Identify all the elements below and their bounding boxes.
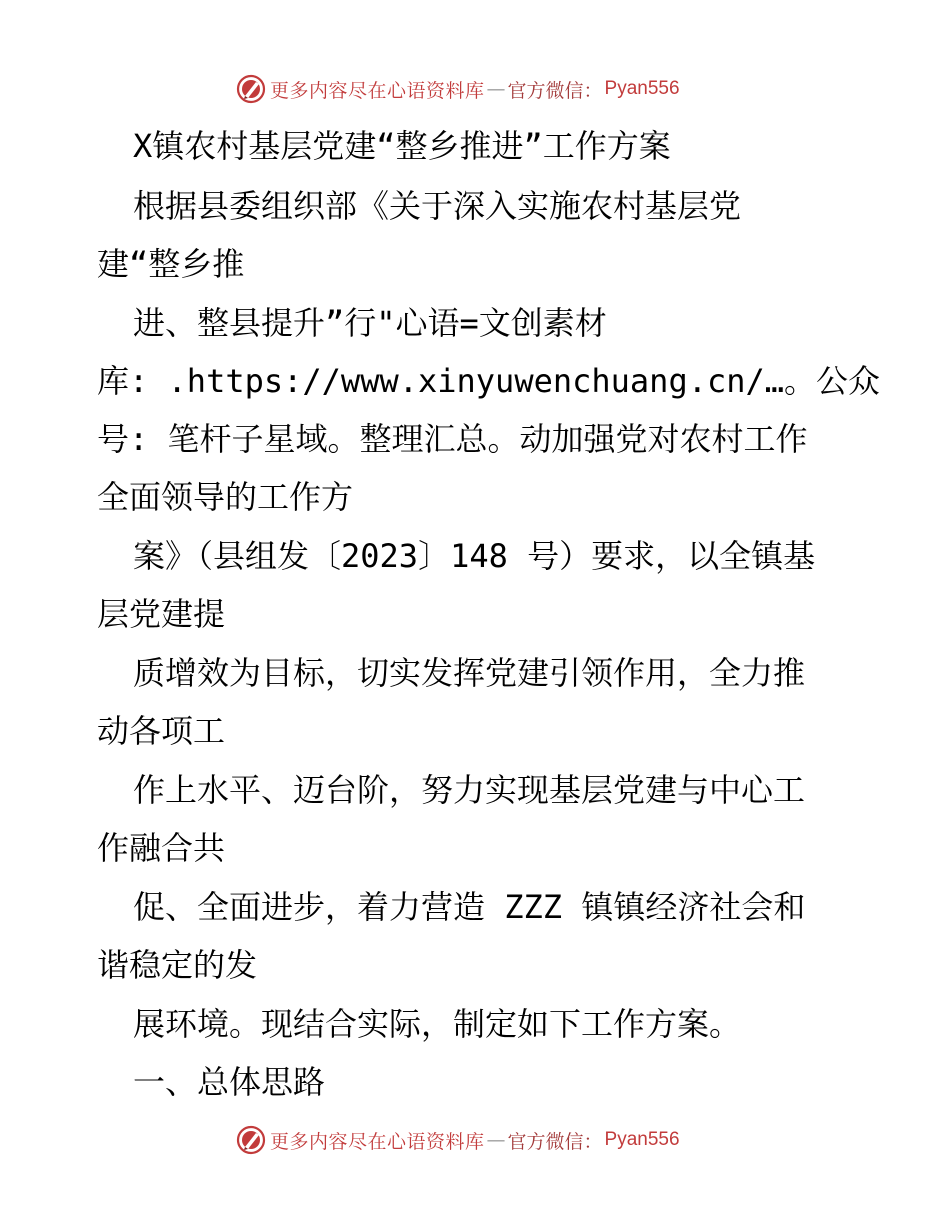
footer-watermark-banner	[236, 1124, 680, 1156]
paragraph-line: 案》（县组发〔2023〕148 号）要求，以全镇基	[133, 537, 816, 575]
section-heading: 一、总体思路	[133, 1063, 326, 1101]
banner-text: 更多内容尽在心语资料库	[270, 79, 485, 102]
paragraph-line: 谐稳定的发	[97, 946, 258, 984]
pen-logo-icon	[236, 1125, 266, 1155]
paragraph-line: 全面领导的工作方	[97, 478, 354, 516]
paragraph-line: 层党建提	[97, 595, 226, 633]
paragraph-line: 号: 笔杆子星域。整理汇总。动加强党对农村工作	[97, 420, 808, 458]
document-title: X镇农村基层党建“整乡推进”工作方案	[133, 127, 671, 165]
banner-account-label: 官方微信：	[507, 1130, 603, 1153]
paragraph-line: 根据县委组织部《关于深入实施农村基层党	[133, 187, 742, 225]
banner-separator: —	[486, 78, 506, 100]
header-watermark-banner	[236, 73, 680, 105]
paragraph-line: 进、整县提升”行"心语=文创素材	[133, 304, 607, 342]
banner-account-label: 官方微信：	[507, 79, 603, 102]
paragraph-line: 作融合共	[97, 829, 226, 867]
paragraph-line: 建“整乡推	[97, 245, 245, 283]
banner-account-id: Pyan556	[604, 78, 680, 99]
paragraph-line: 作上水平、迈台阶，努力实现基层党建与中心工	[133, 771, 806, 809]
banner-account-id: Pyan556	[604, 1129, 680, 1150]
banner-separator: —	[486, 1129, 506, 1151]
paragraph-line: 促、全面进步，着力营造 ZZZ 镇镇经济社会和	[133, 888, 806, 926]
banner-text: 更多内容尽在心语资料库	[270, 1130, 485, 1153]
paragraph-line: 质增效为目标，切实发挥党建引领作用，全力推	[133, 654, 806, 692]
paragraph-line: 展环境。现结合实际，制定如下工作方案。	[133, 1005, 742, 1043]
paragraph-line: 库: .https://www.xinyuwenchuang.cn/…。公众	[97, 362, 881, 400]
paragraph-line: 动各项工	[97, 712, 226, 750]
pen-logo-icon	[236, 74, 266, 104]
